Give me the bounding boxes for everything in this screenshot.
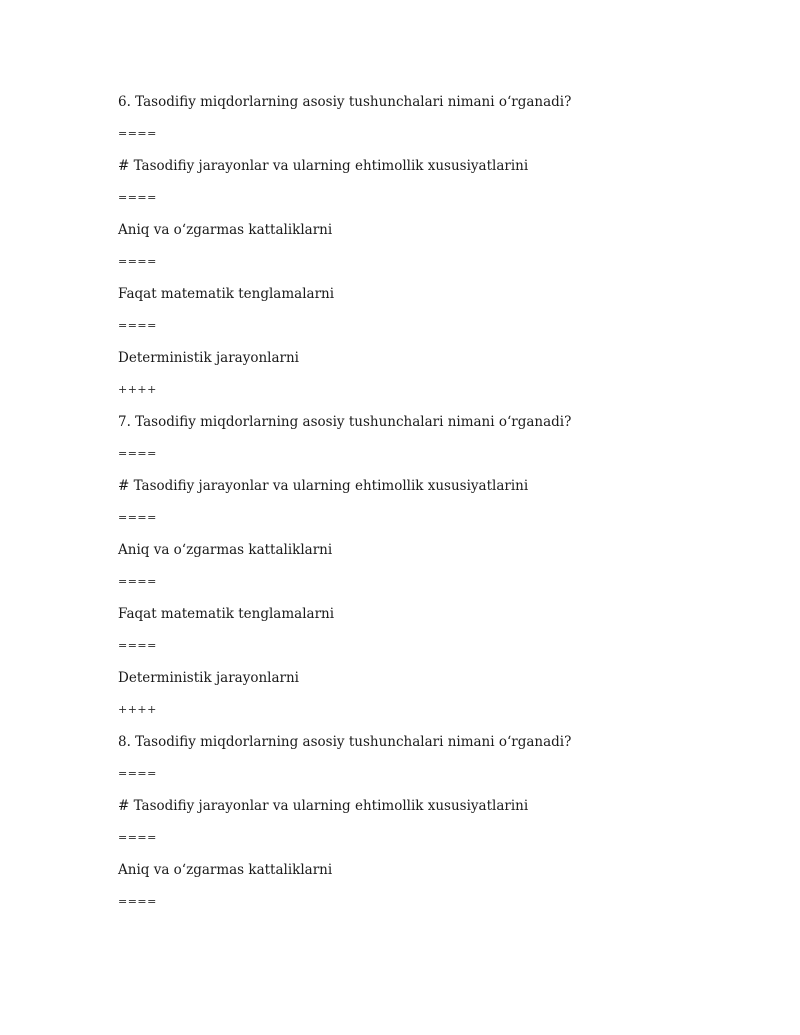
- document-body: [118, 90, 758, 922]
- question-line: 6. Tasodifiy miqdorlarning asosiy tushunchalari nimani o‘rganadi?: [118, 94, 572, 110]
- correct-answer-line: # Tasodifiy jarayonlar va ularning ehtimollik xususiyatlarini: [118, 158, 529, 174]
- answer-option-line: Aniq va o‘zgarmas kattaliklarni: [118, 542, 333, 558]
- separator-line: ====: [118, 639, 157, 652]
- correct-answer-line: # Tasodifiy jarayonlar va ularning ehtimollik xususiyatlarini: [118, 478, 529, 494]
- separator-line: ====: [118, 511, 157, 524]
- answer-option-line: Aniq va o‘zgarmas kattaliklarni: [118, 222, 333, 238]
- question-line: 8. Tasodifiy miqdorlarning asosiy tushunchalari nimani o‘rganadi?: [118, 734, 572, 750]
- separator-line: ====: [118, 255, 157, 268]
- separator-line: ====: [118, 319, 157, 332]
- separator-line: ====: [118, 191, 157, 204]
- answer-option-line: Faqat matematik tenglamalarni: [118, 606, 335, 622]
- answer-option-line: Aniq va o‘zgarmas kattaliklarni: [118, 862, 333, 878]
- separator-line: ====: [118, 447, 157, 460]
- separator-line: ++++: [118, 383, 157, 396]
- question-line: 7. Tasodifiy miqdorlarning asosiy tushunchalari nimani o‘rganadi?: [118, 414, 572, 430]
- separator-line: ====: [118, 127, 157, 140]
- separator-line: ====: [118, 895, 157, 908]
- separator-line: ====: [118, 767, 157, 780]
- separator-line: ++++: [118, 703, 157, 716]
- separator-line: ====: [118, 575, 157, 588]
- separator-line: ====: [118, 831, 157, 844]
- correct-answer-line: # Tasodifiy jarayonlar va ularning ehtimollik xususiyatlarini: [118, 798, 529, 814]
- answer-option-line: Faqat matematik tenglamalarni: [118, 286, 335, 302]
- answer-option-line: Deterministik jarayonlarni: [118, 350, 299, 366]
- answer-option-line: Deterministik jarayonlarni: [118, 670, 299, 686]
